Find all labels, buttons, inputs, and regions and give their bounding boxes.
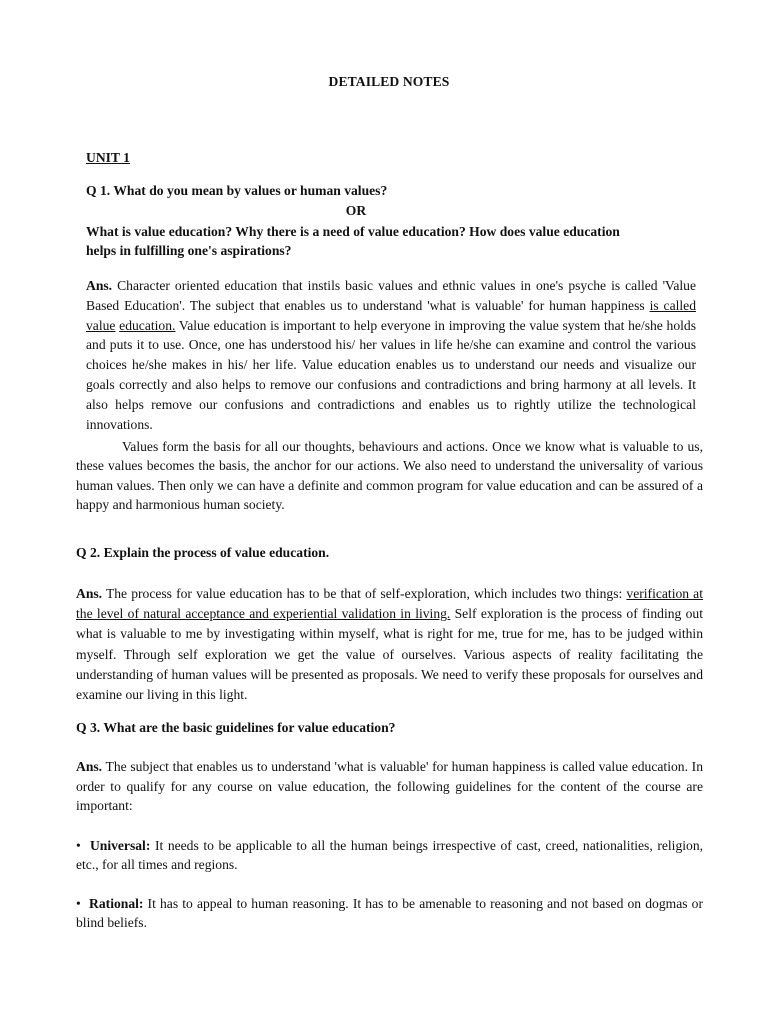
question-3: Q 3. What are the basic guidelines for value education? <box>76 720 396 735</box>
answer-label: Ans. <box>86 278 113 293</box>
answer-2-text-part1: The process for value education has to be that of self-exploration, which includes two things: <box>102 586 627 601</box>
answer-3-text: The subject that enables us to understand 'what is valuable' for human happiness is called value education. In order to qualify for any course on value education, the following guidelines for the content of the course are important: <box>76 759 703 814</box>
answer-2-text-part2: Self exploration is the process of finding out what is valuable to me by investigating within myself, what is right for me, true for me, has to be judged within myself. Through self exploration we get the value of ourselves. Various aspects of reality facilitating the understanding of human values will be presented as proposals. We need to verify these proposals for ourselves and examine our living in this light. <box>76 606 703 703</box>
answer-2 <box>76 584 703 705</box>
answer-1-text-part2: Value education is important to help everyone in improving the value system that he/she holds and puts it to use. Once, one has understood his/ her values in life he/she can examine and control the various choices he/she makes in his/ her life. Value education enables us to understand our needs and visualize our goals correctly and also helps to remove our confusions and contradictions and bring harmony at all levels. It also helps remove our confusions and contradictions and enables us to rightly utilize the technological innovations. <box>86 317 696 432</box>
or-separator: OR <box>345 203 367 218</box>
answer-2-underline: verification at the level of natural acceptance and experiential validation in living. <box>76 586 703 622</box>
bullet-icon: • <box>76 896 81 911</box>
answer-1 <box>86 276 696 434</box>
page-title: DETAILED NOTES <box>328 74 450 89</box>
answer-3 <box>76 757 703 816</box>
question-1-alt: What is value education? Why there is a need of value education? How does value education helps in fulfilling one's aspirations? <box>86 224 620 258</box>
bullet-text: It has to appeal to human reasoning. It has to be amenable to reasoning and not based on dogmas or blind beliefs. <box>76 896 703 931</box>
question-1-text: Q 1. What do you mean by values or human values? <box>86 183 388 198</box>
bullet-label: Universal: <box>89 838 151 853</box>
answer-1-underline-1: is called value <box>86 297 696 333</box>
question-1 <box>86 181 646 221</box>
list-item <box>76 894 703 932</box>
answer-1-text-part1: Character oriented education that instils basic values and ethnic values in one's psyche is called 'Value Based Education'. The subject that enables us to understand 'what is valuable' for human happiness <box>86 278 696 313</box>
answer-1-underline-2: education. <box>119 317 176 333</box>
answer-label: Ans. <box>76 586 103 601</box>
unit-heading: UNIT 1 <box>86 150 130 165</box>
answer-label: Ans. <box>76 759 103 774</box>
list-item <box>76 836 703 874</box>
question-2: Q 2. Explain the process of value education. <box>76 545 330 560</box>
bullet-label: Rational: <box>89 896 144 911</box>
answer-1-paragraph-2: Values form the basis for all our thoughts, behaviours and actions. Once we know what is valuable to us, these values becomes the basis, the anchor for our actions. We also need to understand the universality of various human values. Then only we can have a definite and common program for value education and can be assured of a happy and harmonious human society. <box>76 439 703 512</box>
bullet-icon: • <box>76 838 81 853</box>
bullet-text: It needs to be applicable to all the human beings irrespective of cast, creed, nationalities, religion, etc., for all times and regions. <box>76 838 704 873</box>
